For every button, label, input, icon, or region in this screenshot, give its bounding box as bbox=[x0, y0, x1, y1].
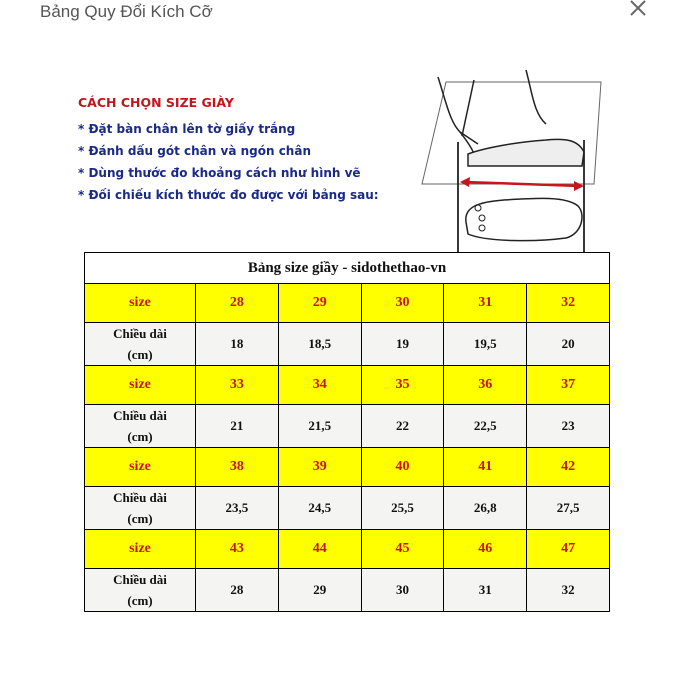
length-row bbox=[85, 487, 610, 530]
size-cell: 47 bbox=[527, 530, 610, 569]
size-cell: 46 bbox=[444, 530, 527, 569]
length-cell: 29 bbox=[278, 569, 361, 612]
size-cell: 32 bbox=[527, 284, 610, 323]
close-icon bbox=[624, 0, 652, 22]
length-cell: 25,5 bbox=[361, 487, 444, 530]
size-cell: 31 bbox=[444, 284, 527, 323]
length-cell: 19,5 bbox=[444, 323, 527, 366]
length-cell: 27,5 bbox=[527, 487, 610, 530]
measurement-guide bbox=[78, 95, 379, 206]
length-cell: 21,5 bbox=[278, 405, 361, 448]
size-label: size bbox=[85, 530, 196, 569]
size-cell: 33 bbox=[196, 366, 279, 405]
size-label: size bbox=[85, 448, 196, 487]
size-cell: 40 bbox=[361, 448, 444, 487]
close-button[interactable] bbox=[624, 0, 652, 22]
size-row bbox=[85, 530, 610, 569]
length-label-line1: Chiều dài bbox=[113, 408, 167, 423]
length-cell: 23,5 bbox=[196, 487, 279, 530]
size-cell: 45 bbox=[361, 530, 444, 569]
size-cell: 41 bbox=[444, 448, 527, 487]
length-row bbox=[85, 569, 610, 612]
size-cell: 29 bbox=[278, 284, 361, 323]
size-label: size bbox=[85, 284, 196, 323]
guide-step: * Dùng thước đo khoảng cách như hình vẽ bbox=[78, 166, 361, 180]
size-cell: 37 bbox=[527, 366, 610, 405]
size-label: size bbox=[85, 366, 196, 405]
size-cell: 36 bbox=[444, 366, 527, 405]
length-row bbox=[85, 405, 610, 448]
size-cell: 38 bbox=[196, 448, 279, 487]
size-row bbox=[85, 284, 610, 323]
length-cell: 22 bbox=[361, 405, 444, 448]
size-row bbox=[85, 366, 610, 405]
guide-title: CÁCH CHỌN SIZE GIÀY bbox=[78, 95, 234, 110]
length-cell: 23 bbox=[527, 405, 610, 448]
length-label-line2: (cm) bbox=[127, 511, 153, 526]
length-label-line1: Chiều dài bbox=[113, 572, 167, 587]
length-cell: 26,8 bbox=[444, 487, 527, 530]
size-cell: 30 bbox=[361, 284, 444, 323]
length-label bbox=[85, 405, 196, 448]
length-cell: 18 bbox=[196, 323, 279, 366]
length-label-line2: (cm) bbox=[127, 347, 153, 362]
length-row bbox=[85, 323, 610, 366]
size-cell: 28 bbox=[196, 284, 279, 323]
modal-title: Bảng Quy Đổi Kích Cỡ bbox=[40, 2, 213, 21]
size-cell: 43 bbox=[196, 530, 279, 569]
length-cell: 19 bbox=[361, 323, 444, 366]
length-label-line1: Chiều dài bbox=[113, 490, 167, 505]
length-cell: 18,5 bbox=[278, 323, 361, 366]
size-chart-caption: Bảng size giầy - sidothethao-vn bbox=[85, 253, 610, 284]
length-label-line2: (cm) bbox=[127, 593, 153, 608]
guide-step: * Đặt bàn chân lên tờ giấy trắng bbox=[78, 122, 296, 136]
length-label-line1: Chiều dài bbox=[113, 326, 167, 341]
length-cell: 24,5 bbox=[278, 487, 361, 530]
guide-step: * Đánh dấu gót chân và ngón chân bbox=[78, 144, 311, 158]
guide-step: * Đối chiếu kích thước đo được với bảng sau: bbox=[78, 188, 379, 202]
size-cell: 34 bbox=[278, 366, 361, 405]
size-cell: 35 bbox=[361, 366, 444, 405]
length-label bbox=[85, 569, 196, 612]
length-cell: 20 bbox=[527, 323, 610, 366]
length-label-line2: (cm) bbox=[127, 429, 153, 444]
length-label bbox=[85, 487, 196, 530]
size-cell: 42 bbox=[527, 448, 610, 487]
length-cell: 28 bbox=[196, 569, 279, 612]
size-chart bbox=[84, 252, 610, 612]
length-label bbox=[85, 323, 196, 366]
size-row bbox=[85, 448, 610, 487]
length-cell: 32 bbox=[527, 569, 610, 612]
length-cell: 30 bbox=[361, 569, 444, 612]
foot-measurement-illustration bbox=[416, 62, 612, 258]
size-cell: 44 bbox=[278, 530, 361, 569]
length-cell: 22,5 bbox=[444, 405, 527, 448]
size-cell: 39 bbox=[278, 448, 361, 487]
length-cell: 21 bbox=[196, 405, 279, 448]
length-cell: 31 bbox=[444, 569, 527, 612]
